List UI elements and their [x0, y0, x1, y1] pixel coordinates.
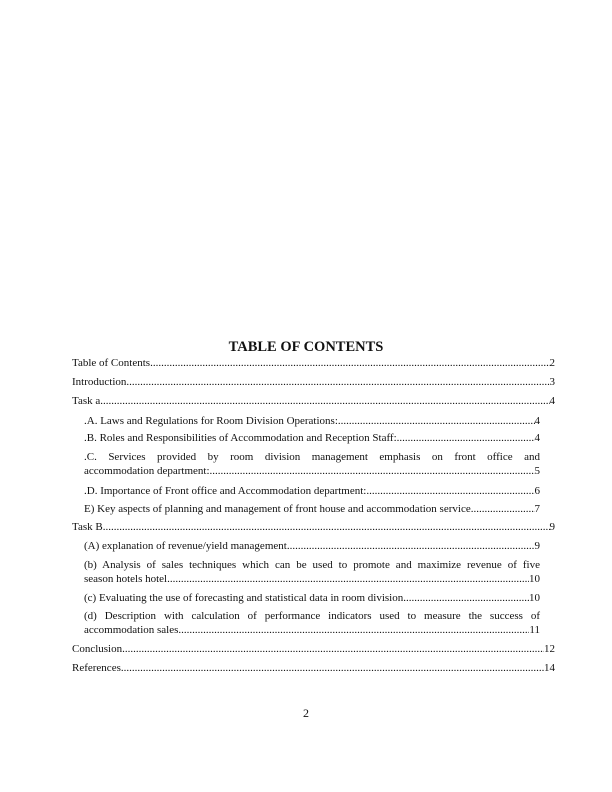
dot-leader: [287, 539, 535, 553]
toc-entry[interactable]: [84, 539, 540, 553]
toc-entry[interactable]: [72, 520, 555, 534]
dot-leader: [103, 520, 550, 534]
toc-heading: TABLE OF CONTENTS: [228, 339, 384, 355]
toc-entry-page: 4: [534, 415, 540, 427]
toc-entry-page: 11: [529, 624, 540, 636]
toc-entry[interactable]: [72, 356, 555, 370]
toc-entry-page: 10: [529, 573, 540, 585]
toc-entry-page: 5: [534, 465, 540, 477]
toc-entry-title: E) Key aspects of planning and management of front house and accommodation service: [84, 503, 471, 515]
dot-leader: [100, 394, 549, 408]
toc-entry-title: Conclusion: [72, 643, 123, 655]
toc-entry-page: 7: [534, 503, 540, 515]
toc-entry-title: Table of Contents: [72, 357, 151, 369]
toc-entry-title: (A) explanation of revenue/yield management: [84, 540, 287, 552]
toc-entry-page: 9: [534, 540, 540, 552]
toc-entry-page: 12: [544, 643, 555, 655]
toc-entry-page: 2: [549, 357, 555, 369]
toc-entry-title: .D. Importance of Front office and Accommodation department:: [84, 485, 367, 497]
toc-entry-page: 4: [534, 432, 540, 444]
toc-entry-title-line1: .C. Services provided by room division management emphasis on front office and: [84, 451, 540, 463]
toc-entry[interactable]: [84, 484, 540, 498]
dot-leader: [178, 623, 529, 637]
toc-entry-title-line1: (b) Analysis of sales techniques which can be used to promote and maximize revenue of five: [84, 559, 540, 571]
toc-entry-title: Task a: [72, 395, 101, 407]
toc-entry[interactable]: [84, 609, 540, 637]
toc-entry[interactable]: [84, 450, 540, 478]
toc-entry-title: References: [72, 662, 121, 674]
toc-entry-title: .A. Laws and Regulations for Room Division Operations:: [84, 415, 338, 427]
toc-entry-page: 10: [529, 592, 540, 604]
dot-leader: [210, 464, 535, 478]
dot-leader: [397, 431, 535, 445]
toc-entry-page: 4: [549, 395, 555, 407]
toc-entry-page: 9: [549, 521, 555, 533]
toc-entry[interactable]: [72, 661, 555, 675]
toc-entry-page: 6: [534, 485, 540, 497]
toc-entry-title-line2: season hotels hotel: [84, 573, 168, 585]
toc-entry-title-line2: accommodation department:: [84, 465, 210, 477]
toc-entry-title: Introduction: [72, 376, 127, 388]
toc-entry-title: (c) Evaluating the use of forecasting and statistical data in room division: [84, 592, 404, 604]
dot-leader: [403, 591, 529, 605]
toc-entry[interactable]: [72, 394, 555, 408]
toc-entry[interactable]: [84, 558, 540, 586]
dot-leader: [121, 661, 544, 675]
toc-entry[interactable]: [84, 414, 540, 428]
dot-leader: [471, 502, 535, 516]
toc-entry-page: 3: [549, 376, 555, 388]
toc-entry[interactable]: [84, 591, 540, 605]
dot-leader: [338, 414, 535, 428]
toc-entry-title: Task B: [72, 521, 103, 533]
toc-entry-title-line1: (d) Description with calculation of performance indicators used to measure the success of: [84, 610, 540, 622]
dot-leader: [150, 356, 549, 370]
dot-leader: [167, 572, 529, 586]
toc-entry[interactable]: [84, 502, 540, 516]
dot-leader: [366, 484, 534, 498]
toc-entry[interactable]: [84, 431, 540, 445]
toc-entry-title-line2: accommodation sales: [84, 624, 179, 636]
dot-leader: [122, 642, 544, 656]
toc-entry-title: .B. Roles and Responsibilities of Accommodation and Reception Staff:: [84, 432, 397, 444]
dot-leader: [126, 375, 549, 389]
toc-entry-page: 14: [544, 662, 555, 674]
page-number: 2: [303, 706, 309, 720]
toc-entry[interactable]: [72, 642, 555, 656]
toc-entry[interactable]: [72, 375, 555, 389]
